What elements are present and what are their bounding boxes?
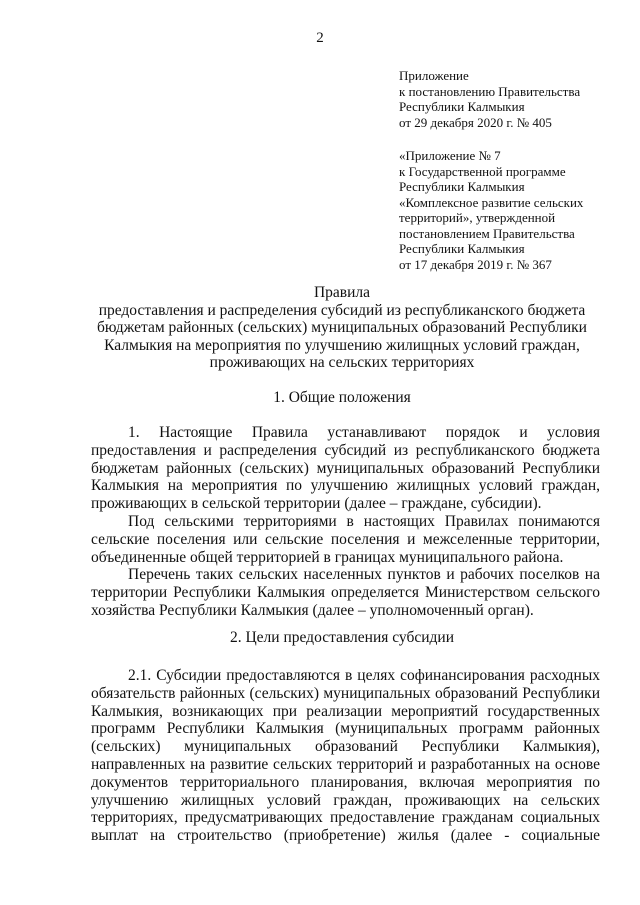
paragraph: [91, 566, 600, 619]
text-line: проживающих в сельской территории (далее – граждане, субсидии).: [91, 495, 542, 513]
text-line: обязательств районных (сельских) муниципальных образований Республики: [91, 684, 600, 702]
page-number: 2: [316, 30, 324, 46]
annex-line: Республики Калмыкия: [399, 179, 525, 194]
section-heading-general: 1. Общие положения: [273, 389, 411, 406]
annex-line: постановлением Правительства: [399, 225, 575, 241]
text-line: 1. Настоящие Правила устанавливают порядок и условия: [128, 424, 600, 441]
annex-line: Республики Калмыкия: [399, 99, 525, 114]
text-line: территории Республики Калмыкия определяется Министерством сельского: [91, 583, 600, 601]
text-line: территориях, предусматривающих предоставление гражданам социальных: [91, 809, 600, 827]
paragraph: [91, 667, 600, 845]
text-line: программ Республики Калмыкия (муниципальных программ районных: [91, 720, 600, 738]
title-word: Правила: [313, 284, 371, 301]
annex-line: к Государственной программе: [399, 163, 566, 179]
text-line: Калмыкия на мероприятия по улучшению жилищных условий граждан,: [91, 477, 600, 495]
paragraph: [91, 513, 600, 566]
text-line: объединенные общей территорией в границах муниципального района.: [91, 548, 564, 566]
section-heading-purposes: 2. Цели предоставления субсидии: [229, 629, 455, 646]
annex-line: от 29 декабря 2020 г. № 405: [399, 114, 552, 130]
text-line: бюджетам районных (сельских) муниципальных образований Республики: [91, 459, 600, 477]
annex-line: Республики Калмыкия: [399, 241, 525, 256]
annex-line: «Приложение № 7: [399, 148, 501, 163]
text-line: выплат на строительство (приобретение) жилья (далее - социальные: [91, 827, 600, 845]
annex-line: «Комплексное развитие сельских: [399, 194, 584, 210]
text-line: Калмыкия, возникающих при реализации мероприятий государственных: [91, 702, 600, 720]
text-line: улучшению жилищных условий граждан, проживающих на сельских: [91, 791, 600, 809]
program-annex-header: [399, 148, 583, 272]
annex-line: от 17 декабря 2019 г. № 367: [399, 256, 552, 272]
paragraph: [91, 424, 600, 513]
text-line: Перечень таких сельских населенных пунктов и рабочих поселков на: [128, 566, 600, 583]
annex-line: к постановлению Правительства: [399, 83, 581, 99]
text-line: (сельских) муниципальных образований Республики Калмыкия),: [91, 738, 600, 756]
title-line: бюджетам районных (сельских) муниципальных образований Республики: [97, 319, 587, 337]
title-line: проживающих на сельских территориях: [209, 354, 475, 372]
text-line: сельские поселения или сельские поселения и межселенные территории,: [91, 530, 600, 548]
text-line: хозяйства Республики Калмыкия (далее – уполномоченный орган).: [91, 601, 534, 619]
text-line: предоставления и распределения субсидий из республиканского бюджета: [91, 441, 600, 459]
text-line: документов территориального планирования, включая мероприятия по: [91, 773, 600, 791]
title-line: Калмыкия на мероприятия по улучшению жилищных условий граждан,: [104, 336, 580, 354]
annex-line: Приложение: [399, 68, 469, 83]
text-line: 2.1. Субсидии предоставляются в целях софинансирования расходных: [128, 667, 600, 684]
document-title: [84, 284, 600, 372]
text-line: направленных на развитие сельских территорий и разработанных на основе: [91, 755, 600, 773]
annex-header: [399, 68, 580, 130]
text-line: Под сельскими территориями в настоящих Правилах понимаются: [128, 513, 600, 530]
annex-line: территорий», утвержденной: [399, 210, 556, 225]
title-line: предоставления и распределения субсидий из республиканского бюджета: [98, 301, 586, 319]
